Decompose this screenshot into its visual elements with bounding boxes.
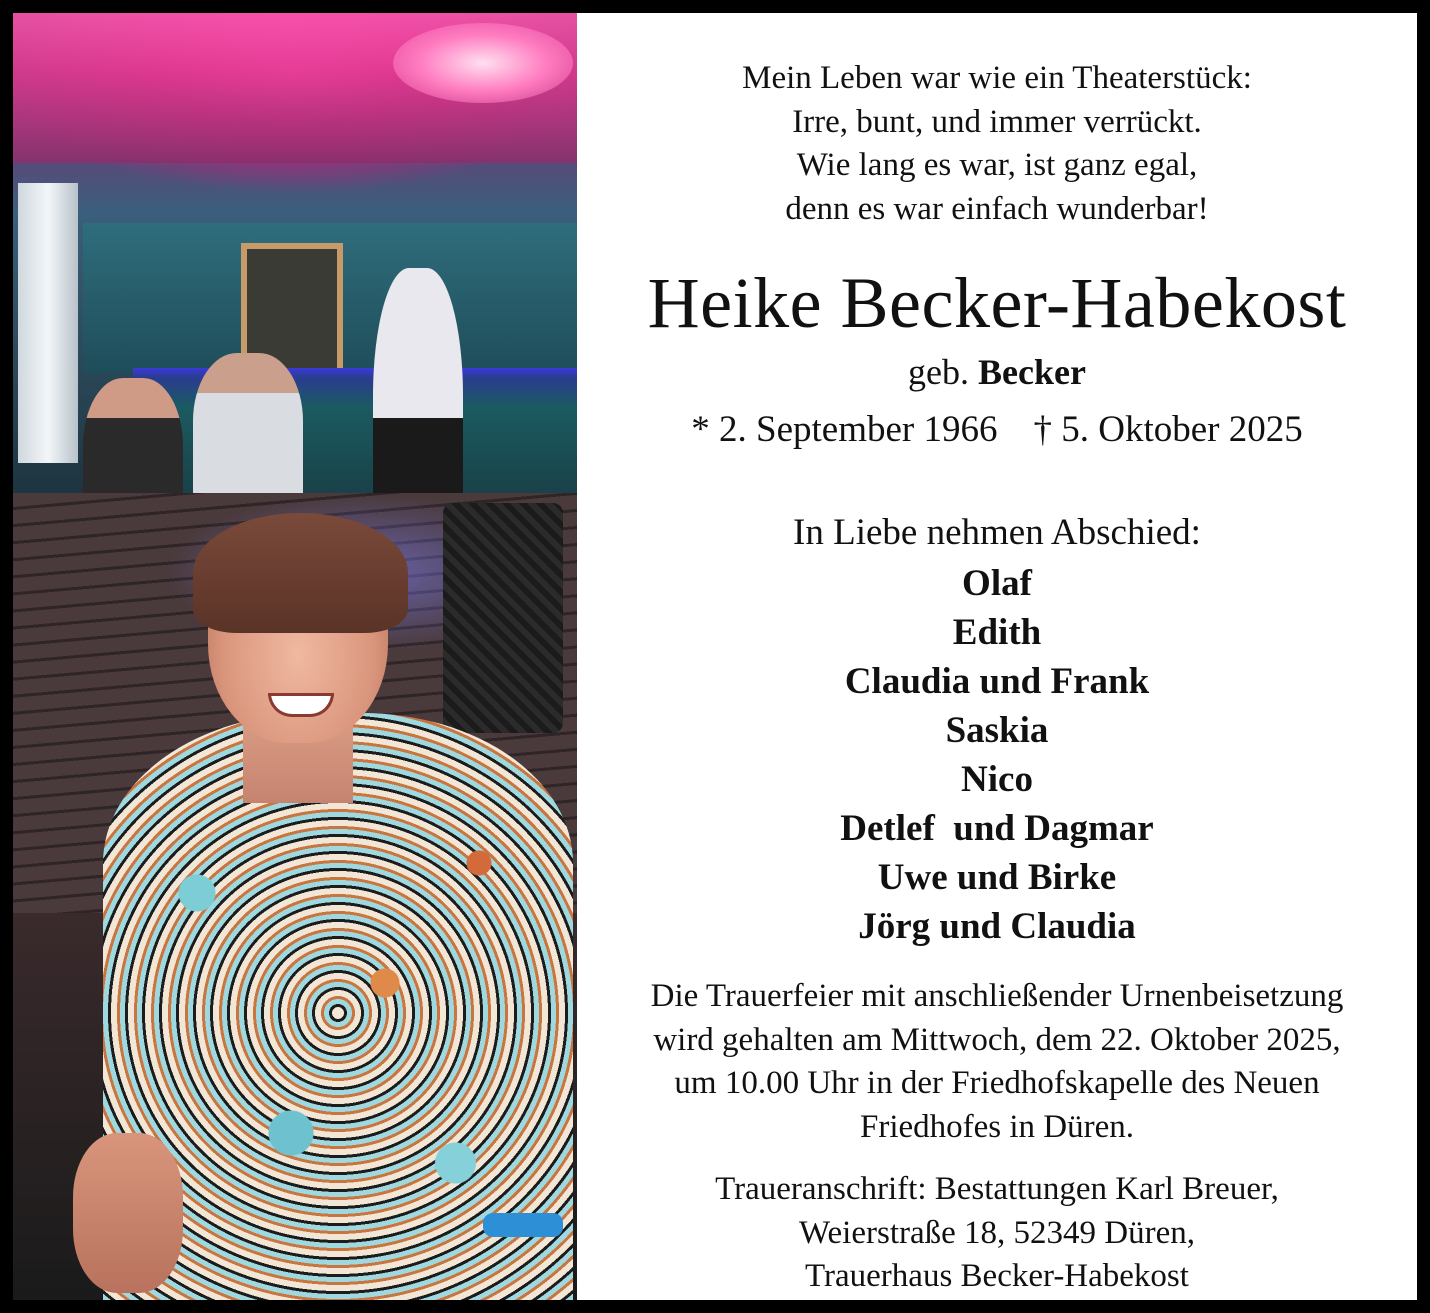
address-line: Trauerhaus Becker-Habekost [805, 1258, 1189, 1294]
obituary-text-panel [577, 13, 1417, 1300]
mourner-name: Claudia und Frank [844, 661, 1150, 702]
deceased-name: Heike Becker-Habekost [647, 263, 1347, 343]
mourner-name: Saskia [945, 710, 1049, 751]
ceremony-line: Friedhofes in Düren. [859, 1108, 1135, 1145]
photo-woman [73, 513, 577, 1300]
ceremony-line: Die Trauerfeier mit anschließender Urnenbeisetzung [650, 978, 1344, 1014]
photo-hair [193, 513, 408, 633]
photo-pillar [18, 183, 78, 463]
photo-wristband [483, 1213, 563, 1237]
poem-line: Irre, bunt, und immer verrückt. [792, 103, 1202, 140]
farewell-heading: In Liebe nehmen Abschied: [793, 512, 1201, 553]
poem-line: Wie lang es war, ist ganz egal, [796, 147, 1198, 183]
death-date: † 5. Oktober 2025 [1033, 409, 1303, 450]
mourner-name: Nico [961, 759, 1033, 800]
ceremony-line: um 10.00 Uhr in der Friedhofskapelle des Neuen [674, 1065, 1320, 1101]
ceremony-line: wird gehalten am Mittwoch, dem 22. Oktober 2025, [653, 1021, 1341, 1058]
photo-hand [73, 1133, 183, 1293]
poem [577, 57, 1417, 231]
poem-line: denn es war einfach wunderbar! [785, 190, 1209, 227]
birth-name-prefix: geb. [908, 352, 970, 392]
address-line: Traueranschrift: Bestattungen Karl Breuer, [715, 1171, 1279, 1207]
birth-name [577, 351, 1417, 393]
life-dates [577, 408, 1417, 452]
address-line: Weierstraße 18, 52349 Düren, [799, 1214, 1195, 1251]
ceremony-details [577, 975, 1417, 1149]
mourner-name: Edith [952, 612, 1042, 653]
condolence-address [577, 1168, 1417, 1299]
portrait-photo [13, 13, 577, 1300]
birth-date: * 2. September 1966 [691, 409, 998, 450]
mourner-name: Olaf [962, 563, 1032, 604]
photo-ceiling-light [393, 23, 573, 103]
mourner-name: Detlef und Dagmar [840, 808, 1154, 849]
poem-line: Mein Leben war wie ein Theaterstück: [742, 60, 1252, 96]
birth-name-value: Becker [978, 352, 1086, 392]
mourner-name: Uwe und Birke [877, 857, 1117, 898]
mourner-name: Jörg und Claudia [858, 906, 1136, 947]
mourners-list [577, 559, 1417, 951]
